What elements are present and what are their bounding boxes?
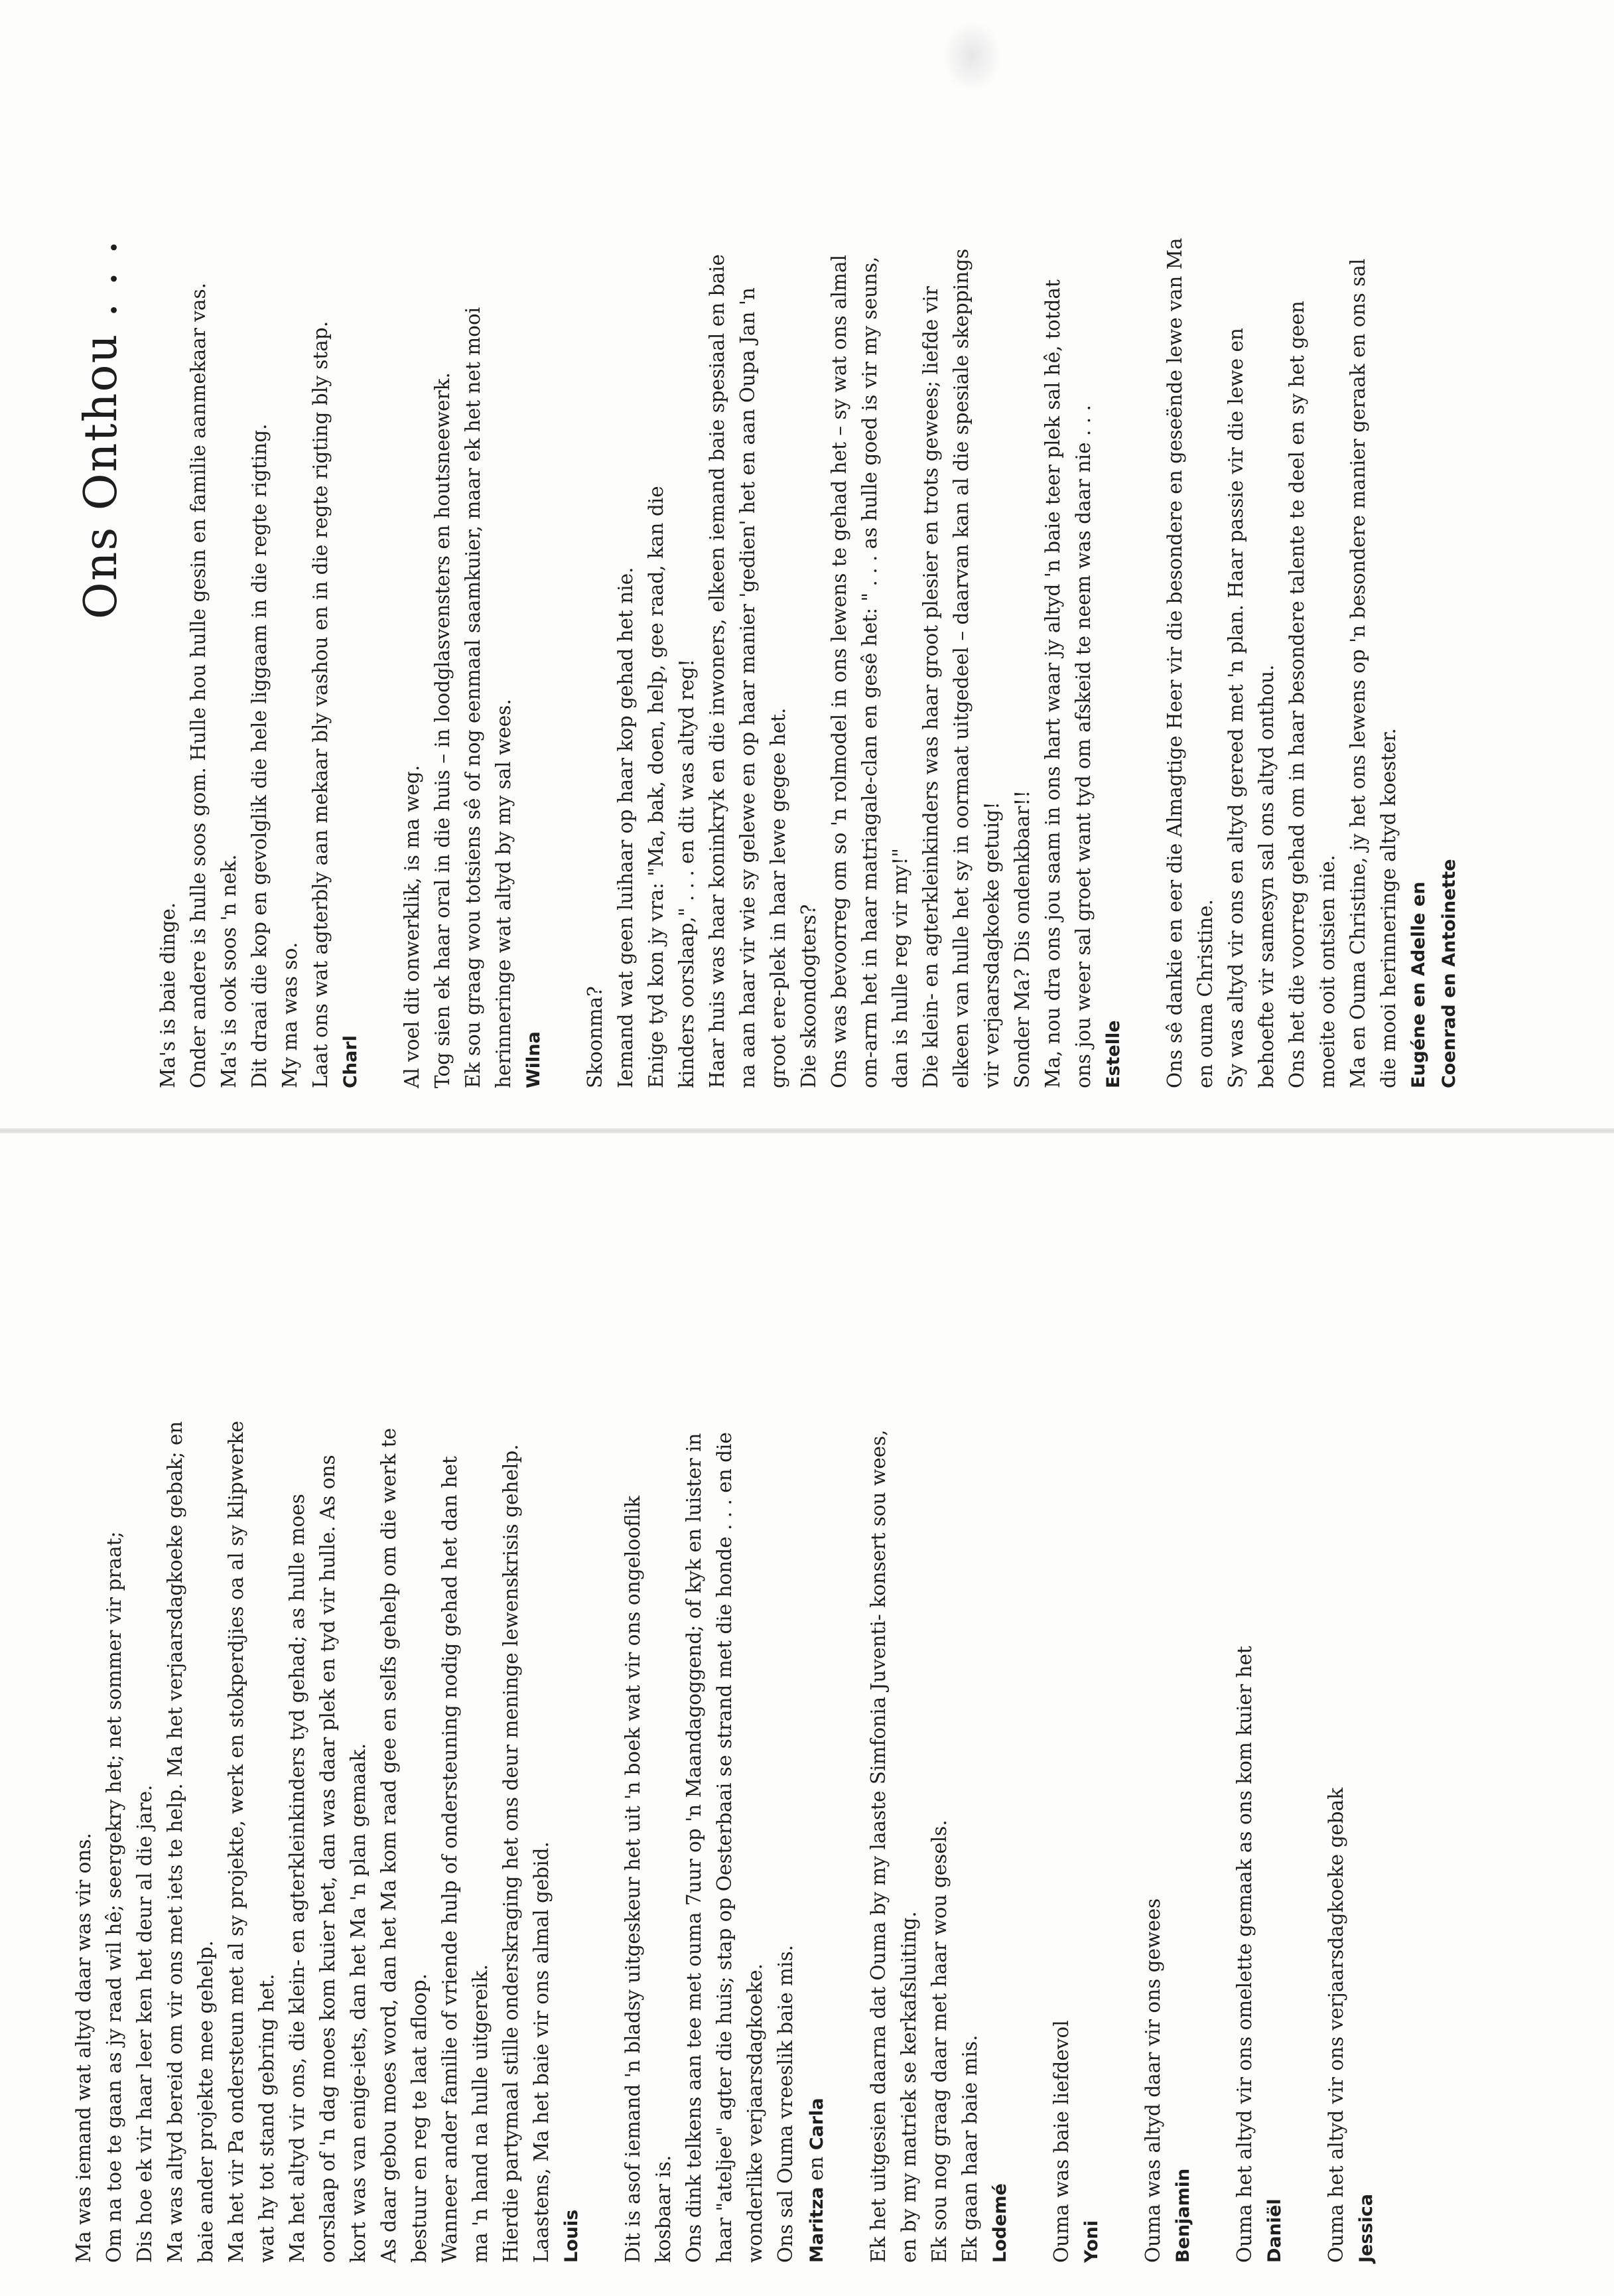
tribute-jessica xyxy=(1321,1102,1382,2263)
signature xyxy=(801,1102,833,2263)
tribute-wilna xyxy=(397,46,549,1088)
text-line: ons jou weer sal groet want tyd om afskeid te neem was daar nie . . . xyxy=(1072,405,1095,1088)
signature: Yoni xyxy=(1081,2220,1102,2263)
text-line: Die klein- en agterkleinkinders was haar groot plesier en trots gewees; liefde vir xyxy=(919,286,942,1088)
tribute-charl xyxy=(153,46,366,1088)
text-line: Ek sou graag wou totsiens sê of nog eenmaal saamkuier, maar ek het net mooi xyxy=(462,307,484,1088)
text-line: Dis hoe ek vir haar leer ken het deur al die jare. xyxy=(133,1784,156,2263)
text-line: Ouma het altyd vir ons verjaarsdagkoeke gebak xyxy=(1325,1787,1347,2263)
text-line: Ouma was altyd daar vir ons gewees xyxy=(1142,1898,1164,2263)
text-line: Iemand wat geen luihaar op haar kop gehad het nie. xyxy=(614,567,637,1088)
right-page xyxy=(63,46,1522,1088)
tribute-maritza-carla xyxy=(618,1102,833,2263)
signature: Benjamin xyxy=(1173,2168,1193,2263)
text-line: Hierdie partymaal stille onderskraging het ons deur meninge lewenskrisis gehelp. xyxy=(500,1444,522,2263)
text-line: kosbaar is. xyxy=(652,2155,675,2263)
text-line: Laat ons wat agterbly aan mekaar bly vashou en in die regte rigting bly stap. xyxy=(309,321,332,1088)
page-title: Ons Onthou . . . xyxy=(75,239,127,620)
text-line: behoefte vir samesyn sal ons altyd onthou. xyxy=(1255,664,1278,1088)
text-line: en ouma Christine. xyxy=(1194,899,1217,1088)
text-line: Ma en Ouma Christine, jy het ons lewens op 'n besondere manier geraak en ons sal xyxy=(1347,258,1369,1088)
text-line: Ouma het altyd vir ons omelette gemaak as ons kom kuier het xyxy=(1233,1646,1256,2263)
signature: Eugéne en Adelle en xyxy=(1408,881,1429,1088)
text-line: Ma het altyd vir ons, die klein- en agterkleinkinders tyd gehad; as hulle moes xyxy=(286,1494,308,2263)
text-line: vir verjaarsdagkoeke getuig! xyxy=(980,802,1003,1088)
signature: Charl xyxy=(340,1035,361,1088)
text-line: Ek gaan haar baie mis. xyxy=(959,2035,981,2263)
text-line: Sonder Ma? Dis ondenkbaar!! xyxy=(1011,790,1034,1088)
text-line: Ma, nou dra ons jou saam in ons hart waar jy altyd 'n baie teer plek sal hê, totdat xyxy=(1042,279,1064,1088)
text-line: elkeen van hulle het sy in oormaat uitgedeel – daarvan kan al die spesiale skeppings xyxy=(950,248,973,1088)
text-line: Ma's is ook soos 'n nek. xyxy=(218,854,240,1088)
text-line: As daar gebou moes word, dan het Ma kom raad gee en selfs gehelp om die werk te xyxy=(377,1427,400,2263)
text-line: groot ere-plek in haar lewe gegee het. xyxy=(767,707,789,1088)
text-line: Ons sal Ouma vreeslik baie mis. xyxy=(774,1945,797,2263)
tribute-louis xyxy=(68,1102,587,2263)
text-line: Tog sien ek haar oral in die huis – in loodglasvensters en houtsneewerk. xyxy=(431,372,454,1088)
text-line: Ouma was baie liefdevol xyxy=(1050,2020,1073,2263)
signature-name: Maritza xyxy=(807,2187,827,2263)
text-line: die mooi herinneringe altyd koester. xyxy=(1377,728,1400,1088)
text-line: Sy was altyd vir ons en altyd gereed met 'n plan. Haar passie vir die lewe en xyxy=(1225,328,1247,1088)
text-line: en by my matriek se kerkafsluiting. xyxy=(898,1911,920,2263)
text-line: Ma was iemand wat altyd daar was vir ons. xyxy=(72,1833,95,2263)
signature: Wilna xyxy=(523,1031,544,1088)
text-line: kort was van enige-iets, dan het Ma 'n plan gemaak. xyxy=(347,1743,370,2263)
text-line: Al voel dit onwerklik, is ma weg. xyxy=(401,764,423,1088)
tribute-lodeme xyxy=(863,1102,1016,2263)
text-line: ma 'n hand na hulle uitgereik. xyxy=(469,1964,492,2263)
signature: Jessica xyxy=(1356,2194,1377,2263)
text-line: Dit draai die kop en gevolglik die hele liggaam in die regte rigting. xyxy=(248,423,271,1088)
text-line: Ma het vir Pa ondersteun met al sy projekte, werk en stokperdjies oa al sy klipwerke xyxy=(225,1421,247,2263)
text-line: moeite ooit ontsien nie. xyxy=(1316,855,1339,1088)
tribute-benjamin xyxy=(1138,1102,1199,2263)
text-line: wonderlike verjaarsdagkoeke. xyxy=(744,1964,766,2263)
tribute-yoni xyxy=(1046,1102,1107,2263)
text-line: dan is hulle reg vir my!" xyxy=(889,848,911,1088)
text-line: na aan haar vir wie sy gelewe en op haar manier 'gedien' het en aan Oupa Jan 'n xyxy=(736,287,759,1088)
text-line: Ma was altyd bereid om vir ons met iets te help. Ma het verjaarsdagkoeke gebak; en xyxy=(164,1421,186,2263)
tribute-estelle xyxy=(580,46,1129,1088)
text-line: Ek sou nog graag daar met haar wou gesels. xyxy=(928,1820,951,2263)
text-line: bestuur en reg te laat afloop. xyxy=(408,1973,431,2263)
tribute-eugene-coenrad xyxy=(1160,46,1465,1088)
text-line: Enige tyd kon jy vra: "Ma, bak, doen, help, gee raad, kan die xyxy=(645,486,667,1088)
text-line: Laastens, Ma het baie vir ons almal gebid. xyxy=(530,1841,553,2263)
text-line: kinders oorslaap," . . . en dit was altyd reg! xyxy=(675,659,698,1088)
text-line: Ons sê dankie en eer die Almagtige Heer vir die besondere en geseënde lewe van Ma xyxy=(1164,238,1186,1088)
signature: Estelle xyxy=(1103,1020,1124,1088)
signature: Coenrad en Antoinette xyxy=(1439,859,1459,1088)
signature: Louis xyxy=(561,2209,582,2263)
text-line: Ons dink telkens aan tee met ouma 7uur op 'n Maandagoggend; of kyk en luister in xyxy=(683,1433,705,2263)
text-line: oorslaap of 'n dag moes kom kuier het, dan was daar plek en tyd vir hulle. As ons xyxy=(316,1455,339,2263)
text-line: Om na toe te gaan as jy raad wil hê; seergekry het; net sommer vir praat; xyxy=(103,1531,125,2263)
signature: Lodemé xyxy=(990,2183,1010,2263)
text-line: haar "ateljee" agter die huis; stap op Oesterbaai se strand met die honde . . . en die xyxy=(713,1432,736,2263)
signature: Daniël xyxy=(1264,2198,1285,2263)
text-line: Ons het die voorreg gehad om in haar besondere talente te deel en sy het geen xyxy=(1286,301,1308,1088)
text-line: wat hy tot stand gebring het. xyxy=(255,1973,278,2263)
text-line: My ma was so. xyxy=(279,942,301,1088)
text-line: herinneringe wat altyd by my sal wees. xyxy=(492,699,515,1088)
text-line: Ma's is baie dinge. xyxy=(157,902,179,1088)
text-line: Onder andere is hulle soos gom. Hulle hou hulle gesin en familie aanmekaar vas. xyxy=(187,283,210,1088)
text-line: Wanneer ander familie of vriende hulp of ondersteuning nodig gehad het dan het xyxy=(438,1456,461,2263)
text-line: Ons was bevoorreg om so 'n rolmodel in ons lewens te gehad het – sy wat ons almal xyxy=(828,254,850,1088)
signature-conjunction: en xyxy=(805,2150,827,2187)
text-line: Haar huis was haar koninkryk en die inwoners, elkeen iemand baie spesiaal en baie xyxy=(706,254,728,1088)
tribute-daniel xyxy=(1229,1102,1290,2263)
text-line: baie ander projekte mee gehelp. xyxy=(194,1940,217,2263)
text-line: om-arm het in haar matriagale-clan en gesê het: " . . . as hulle goed is vir my seuns, xyxy=(858,256,881,1088)
left-page xyxy=(63,1102,1509,2263)
text-line: Ek het uitgesien daarna dat Ouma by my laaste Simfonia Juventi- konsert sou wees, xyxy=(867,1429,890,2263)
text-line: Dit is asof iemand 'n bladsy uitgeskeur het uit 'n boek wat vir ons ongelooflik xyxy=(622,1496,644,2263)
signature-name: Carla xyxy=(807,2098,827,2151)
text-line: Die skoondogters? xyxy=(797,904,820,1088)
text-line: Skoonma? xyxy=(584,986,606,1088)
